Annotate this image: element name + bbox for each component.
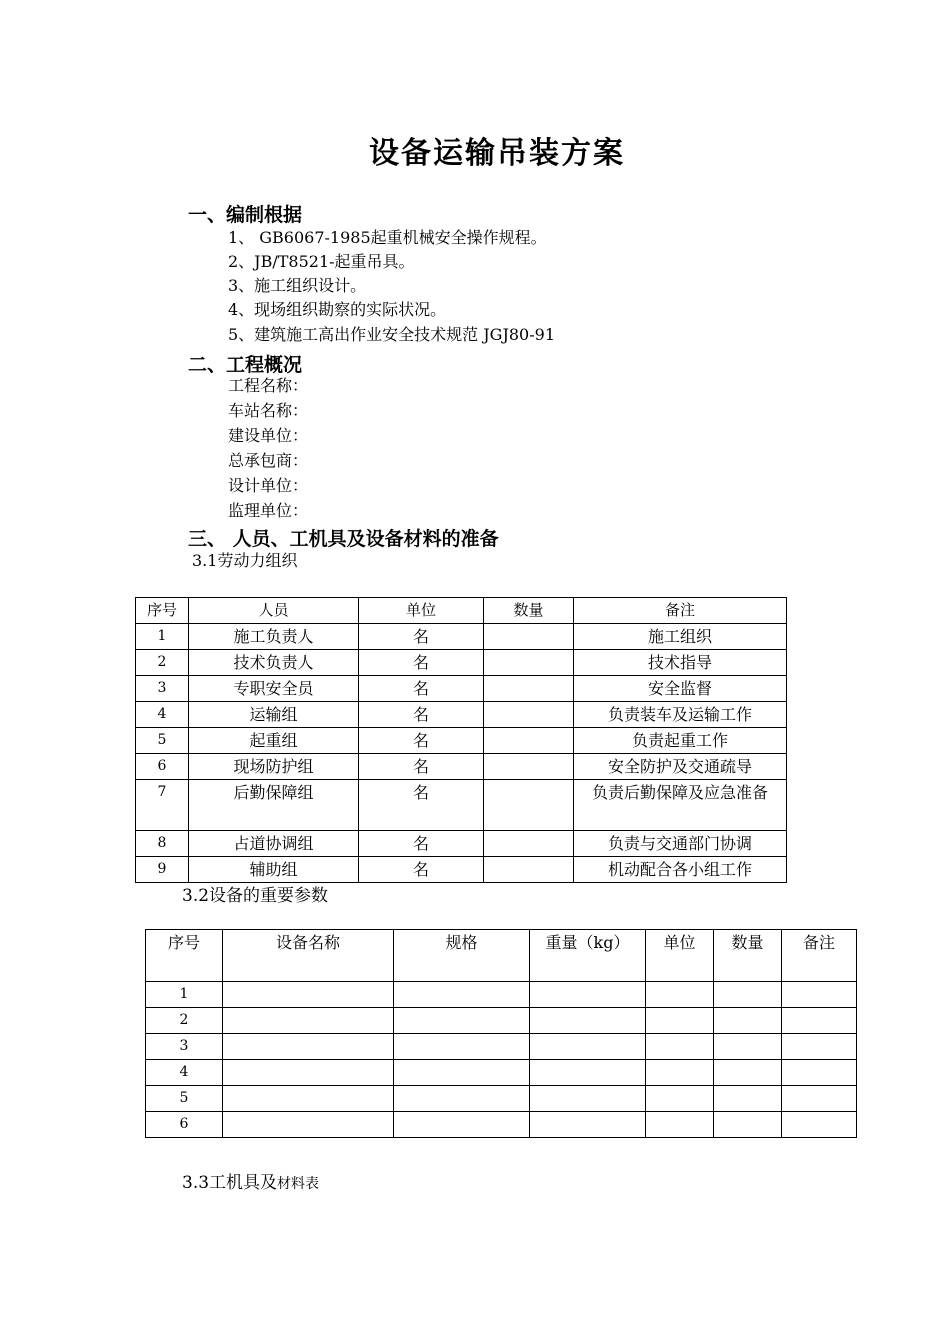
cell (714, 1112, 782, 1138)
subsection-3-1: 3.1劳动力组织 (192, 551, 298, 570)
col-header: 序号 (146, 930, 223, 982)
cell (530, 1086, 646, 1112)
cell (530, 982, 646, 1008)
cell (484, 702, 574, 728)
cell (484, 754, 574, 780)
cell: 9 (136, 857, 189, 883)
cell: 5 (146, 1086, 223, 1112)
cell: 负责装车及运输工作 (574, 702, 787, 728)
cell: 占道协调组 (189, 831, 359, 857)
cell: 名 (359, 624, 484, 650)
cell (394, 1086, 530, 1112)
cell (484, 857, 574, 883)
cell (484, 650, 574, 676)
col-header: 备注 (782, 930, 857, 982)
cell: 负责起重工作 (574, 728, 787, 754)
col-header: 序号 (136, 598, 189, 624)
cell: 2 (136, 650, 189, 676)
cell: 名 (359, 676, 484, 702)
cell (223, 1086, 394, 1112)
cell: 1 (136, 624, 189, 650)
cell: 名 (359, 831, 484, 857)
table-header-row (146, 930, 857, 982)
cell (223, 1060, 394, 1086)
cell: 3 (136, 676, 189, 702)
col-header: 设备名称 (223, 930, 394, 982)
cell (223, 1008, 394, 1034)
col-header: 备注 (574, 598, 787, 624)
cell (646, 1112, 714, 1138)
cell (782, 1112, 857, 1138)
project-name-label: 工程名称： (228, 376, 309, 395)
cell: 机动配合各小组工作 (574, 857, 787, 883)
cell (484, 676, 574, 702)
cell: 后勤保障组 (189, 780, 359, 831)
table-row (136, 624, 787, 650)
cell: 名 (359, 754, 484, 780)
table-row (146, 982, 857, 1008)
subsection-3-3-small: 材料表 (277, 1176, 320, 1192)
subsection-3-3-main: 3.3工机具及 (182, 1173, 278, 1193)
col-header: 人员 (189, 598, 359, 624)
cell (714, 1008, 782, 1034)
table-row (136, 702, 787, 728)
section-1-item-4: 4、现场组织勘察的实际状况。 (228, 300, 447, 319)
table-row (136, 754, 787, 780)
cell: 安全防护及交通疏导 (574, 754, 787, 780)
table-row (136, 676, 787, 702)
cell: 名 (359, 780, 484, 831)
cell: 名 (359, 702, 484, 728)
subsection-3-3 (182, 1168, 319, 1193)
cell (782, 1086, 857, 1112)
table-row (146, 1060, 857, 1086)
cell: 7 (136, 780, 189, 831)
cell: 8 (136, 831, 189, 857)
cell: 起重组 (189, 728, 359, 754)
table-header-row (136, 598, 787, 624)
cell: 施工组织 (574, 624, 787, 650)
cell (530, 1008, 646, 1034)
table-row (146, 1112, 857, 1138)
col-header: 数量 (714, 930, 782, 982)
cell (484, 831, 574, 857)
cell (714, 1060, 782, 1086)
cell: 辅助组 (189, 857, 359, 883)
section-1-item-3: 3、施工组织设计。 (228, 276, 367, 295)
cell (782, 1060, 857, 1086)
cell (530, 1112, 646, 1138)
cell (530, 1060, 646, 1086)
table-row (136, 728, 787, 754)
cell (782, 982, 857, 1008)
station-name-label: 车站名称： (228, 401, 309, 420)
section-1-item-2: 2、JB/T8521-起重吊具。 (228, 252, 415, 271)
cell (782, 1034, 857, 1060)
cell: 技术指导 (574, 650, 787, 676)
cell: 名 (359, 650, 484, 676)
cell (223, 1034, 394, 1060)
table-row (136, 780, 787, 831)
cell (714, 1086, 782, 1112)
cell: 负责与交通部门协调 (574, 831, 787, 857)
section-2-heading: 二、工程概况 (188, 354, 303, 376)
cell (782, 1008, 857, 1034)
section-3-heading: 三、 人员、工机具及设备材料的准备 (188, 528, 499, 550)
construction-unit-label: 建设单位： (228, 426, 309, 445)
cell: 技术负责人 (189, 650, 359, 676)
cell: 4 (146, 1060, 223, 1086)
col-header: 单位 (646, 930, 714, 982)
cell: 1 (146, 982, 223, 1008)
page-title: 设备运输吊装方案 (369, 136, 625, 171)
col-header: 单位 (359, 598, 484, 624)
cell (484, 728, 574, 754)
section-1-heading: 一、编制根据 (188, 204, 303, 226)
section-1-item-5: 5、建筑施工高出作业安全技术规范 JGJ80-91 (228, 325, 556, 344)
cell (223, 982, 394, 1008)
cell: 6 (136, 754, 189, 780)
cell (646, 1086, 714, 1112)
cell: 2 (146, 1008, 223, 1034)
cell (394, 1034, 530, 1060)
col-header: 数量 (484, 598, 574, 624)
cell: 6 (146, 1112, 223, 1138)
table-row (136, 857, 787, 883)
cell (394, 1008, 530, 1034)
table-row (146, 1086, 857, 1112)
cell (646, 1060, 714, 1086)
cell (223, 1112, 394, 1138)
cell (646, 1008, 714, 1034)
cell (646, 982, 714, 1008)
cell (484, 624, 574, 650)
general-contractor-label: 总承包商： (228, 451, 309, 470)
subsection-3-2: 3.2设备的重要参数 (182, 886, 329, 906)
section-1-item-1: 1、 GB6067-1985起重机械安全操作规程。 (228, 228, 547, 247)
cell (394, 1060, 530, 1086)
cell: 3 (146, 1034, 223, 1060)
design-unit-label: 设计单位： (228, 476, 309, 495)
table-row (146, 1008, 857, 1034)
table-row (136, 650, 787, 676)
cell: 现场防护组 (189, 754, 359, 780)
cell (714, 982, 782, 1008)
cell (714, 1034, 782, 1060)
equipment-table (145, 929, 857, 1138)
supervision-unit-label: 监理单位： (228, 501, 309, 520)
table-row (136, 831, 787, 857)
cell: 名 (359, 728, 484, 754)
cell (394, 1112, 530, 1138)
cell (394, 982, 530, 1008)
labor-table (135, 597, 787, 883)
cell: 施工负责人 (189, 624, 359, 650)
cell: 4 (136, 702, 189, 728)
col-header: 规格 (394, 930, 530, 982)
col-header: 重量（kg） (530, 930, 646, 982)
cell: 负责后勤保障及应急准备 (574, 780, 787, 831)
cell (484, 780, 574, 831)
cell: 运输组 (189, 702, 359, 728)
cell: 5 (136, 728, 189, 754)
cell (646, 1034, 714, 1060)
cell (530, 1034, 646, 1060)
table-row (146, 1034, 857, 1060)
cell: 安全监督 (574, 676, 787, 702)
cell: 名 (359, 857, 484, 883)
cell: 专职安全员 (189, 676, 359, 702)
